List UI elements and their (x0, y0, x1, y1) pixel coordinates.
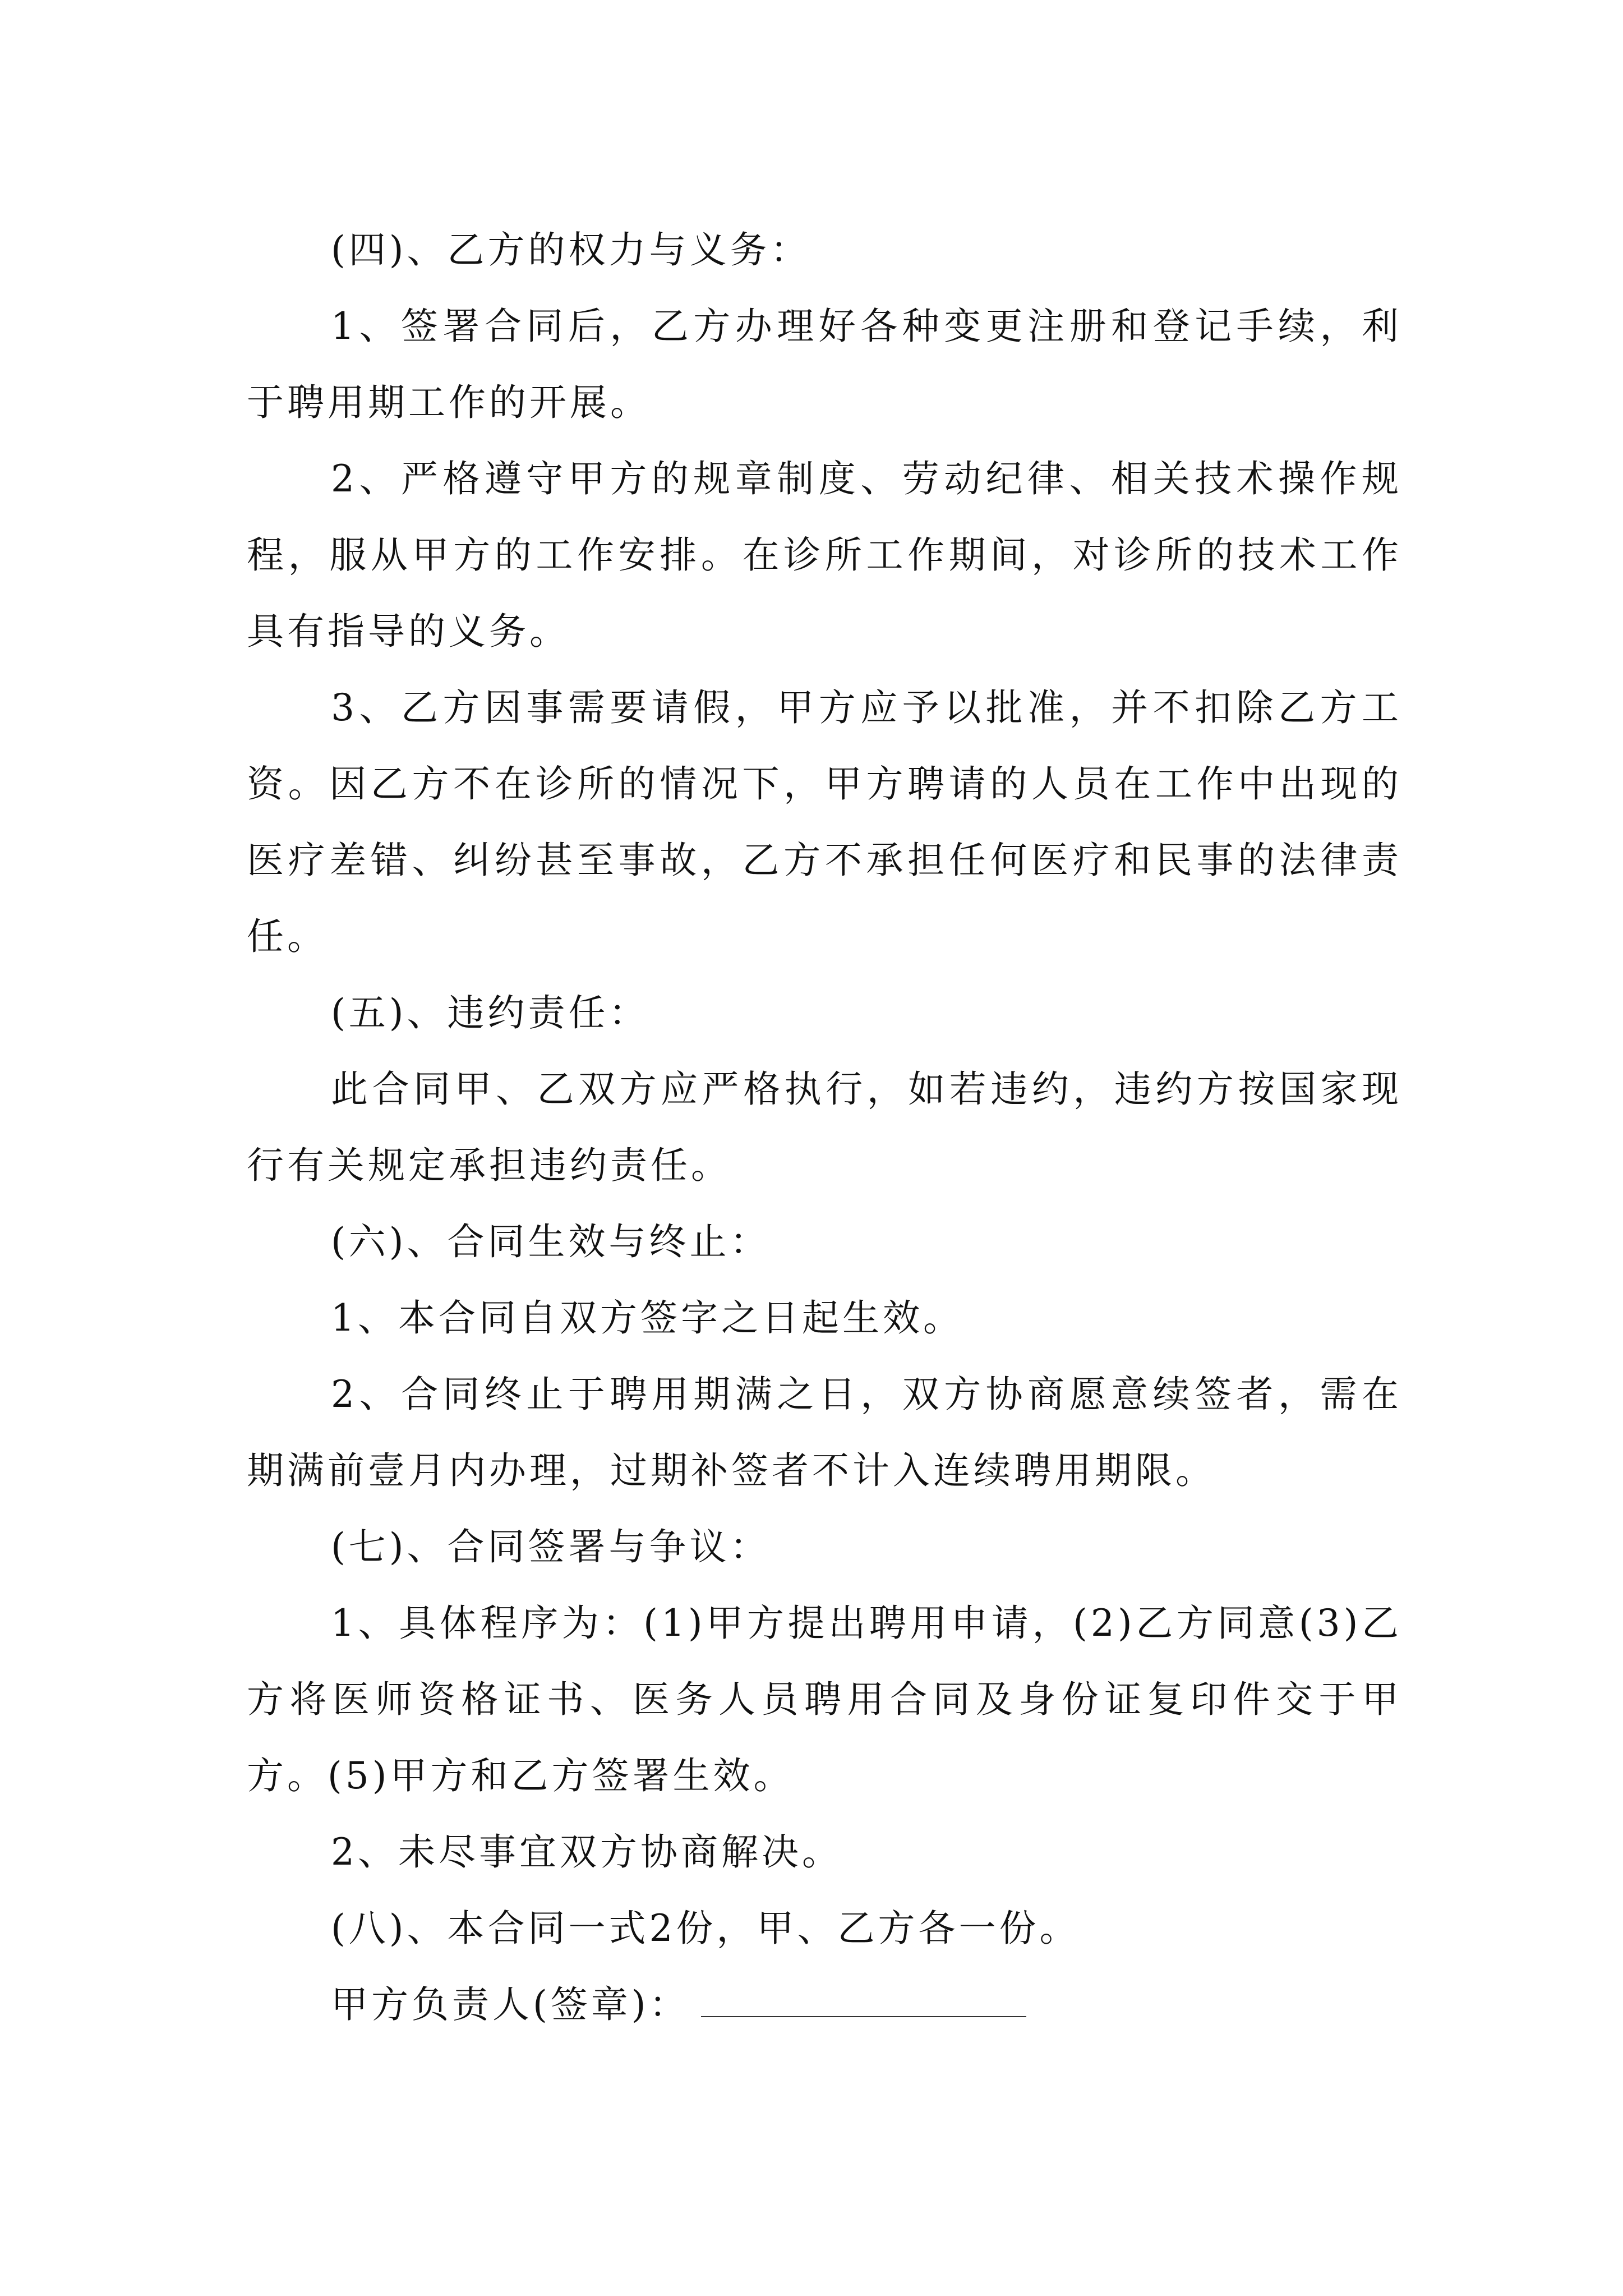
section-heading-liability: (五)、违约责任： (331, 991, 649, 1034)
clause-paragraph: 3、乙方因事需要请假，甲方应予以批准，并不扣除乙方工资。因乙方不在诊所的情况下，甲方聘请的人员在工作中出现的医疗差错、纠纷甚至事故，乙方不承担任何医疗和民事的法律责任。 (247, 686, 1402, 958)
clause-paragraph: 1、本合同自双方签字之日起生效。 (331, 1296, 963, 1340)
signature-line (701, 1982, 1026, 2017)
section-heading-effect-termination: (六)、合同生效与终止： (331, 1220, 771, 1263)
section-heading-rights-obligations: (四)、乙方的权力与义务： (331, 228, 811, 272)
clause-paragraph: 此合同甲、乙双方应严格执行，如若违约，违约方按国家现行有关规定承担违约责任。 (247, 1068, 1402, 1187)
section-heading-copies: (八)、本合同一式2份，甲、乙方各一份。 (331, 1907, 1080, 1950)
clause-paragraph: 2、合同终止于聘用期满之日，双方协商愿意续签者，需在期满前壹月内办理，过期补签者不计入连续聘用期限。 (247, 1373, 1402, 1492)
document-body (247, 212, 1402, 2043)
clause-paragraph: 2、严格遵守甲方的规章制度、劳动纪律、相关技术操作规程，服从甲方的工作安排。在诊所工作期间，对诊所的技术工作具有指导的义务。 (247, 457, 1402, 653)
clause-paragraph: 1、具体程序为：(1)甲方提出聘用申请，(2)乙方同意(3)乙方将医师资格证书、医务人员聘用合同及身份证复印件交于甲方。(5)甲方和乙方签署生效。 (247, 1602, 1402, 1797)
section-heading-signing-disputes: (七)、合同签署与争议： (331, 1525, 771, 1568)
signature-label: 甲方负责人(签章)： (331, 1983, 690, 2026)
signature-row (247, 1967, 1402, 2043)
clause-paragraph: 1、签署合同后，乙方办理好各种变更注册和登记手续，利于聘用期工作的开展。 (247, 305, 1402, 424)
clause-paragraph: 2、未尽事宜双方协商解决。 (331, 1830, 842, 1874)
